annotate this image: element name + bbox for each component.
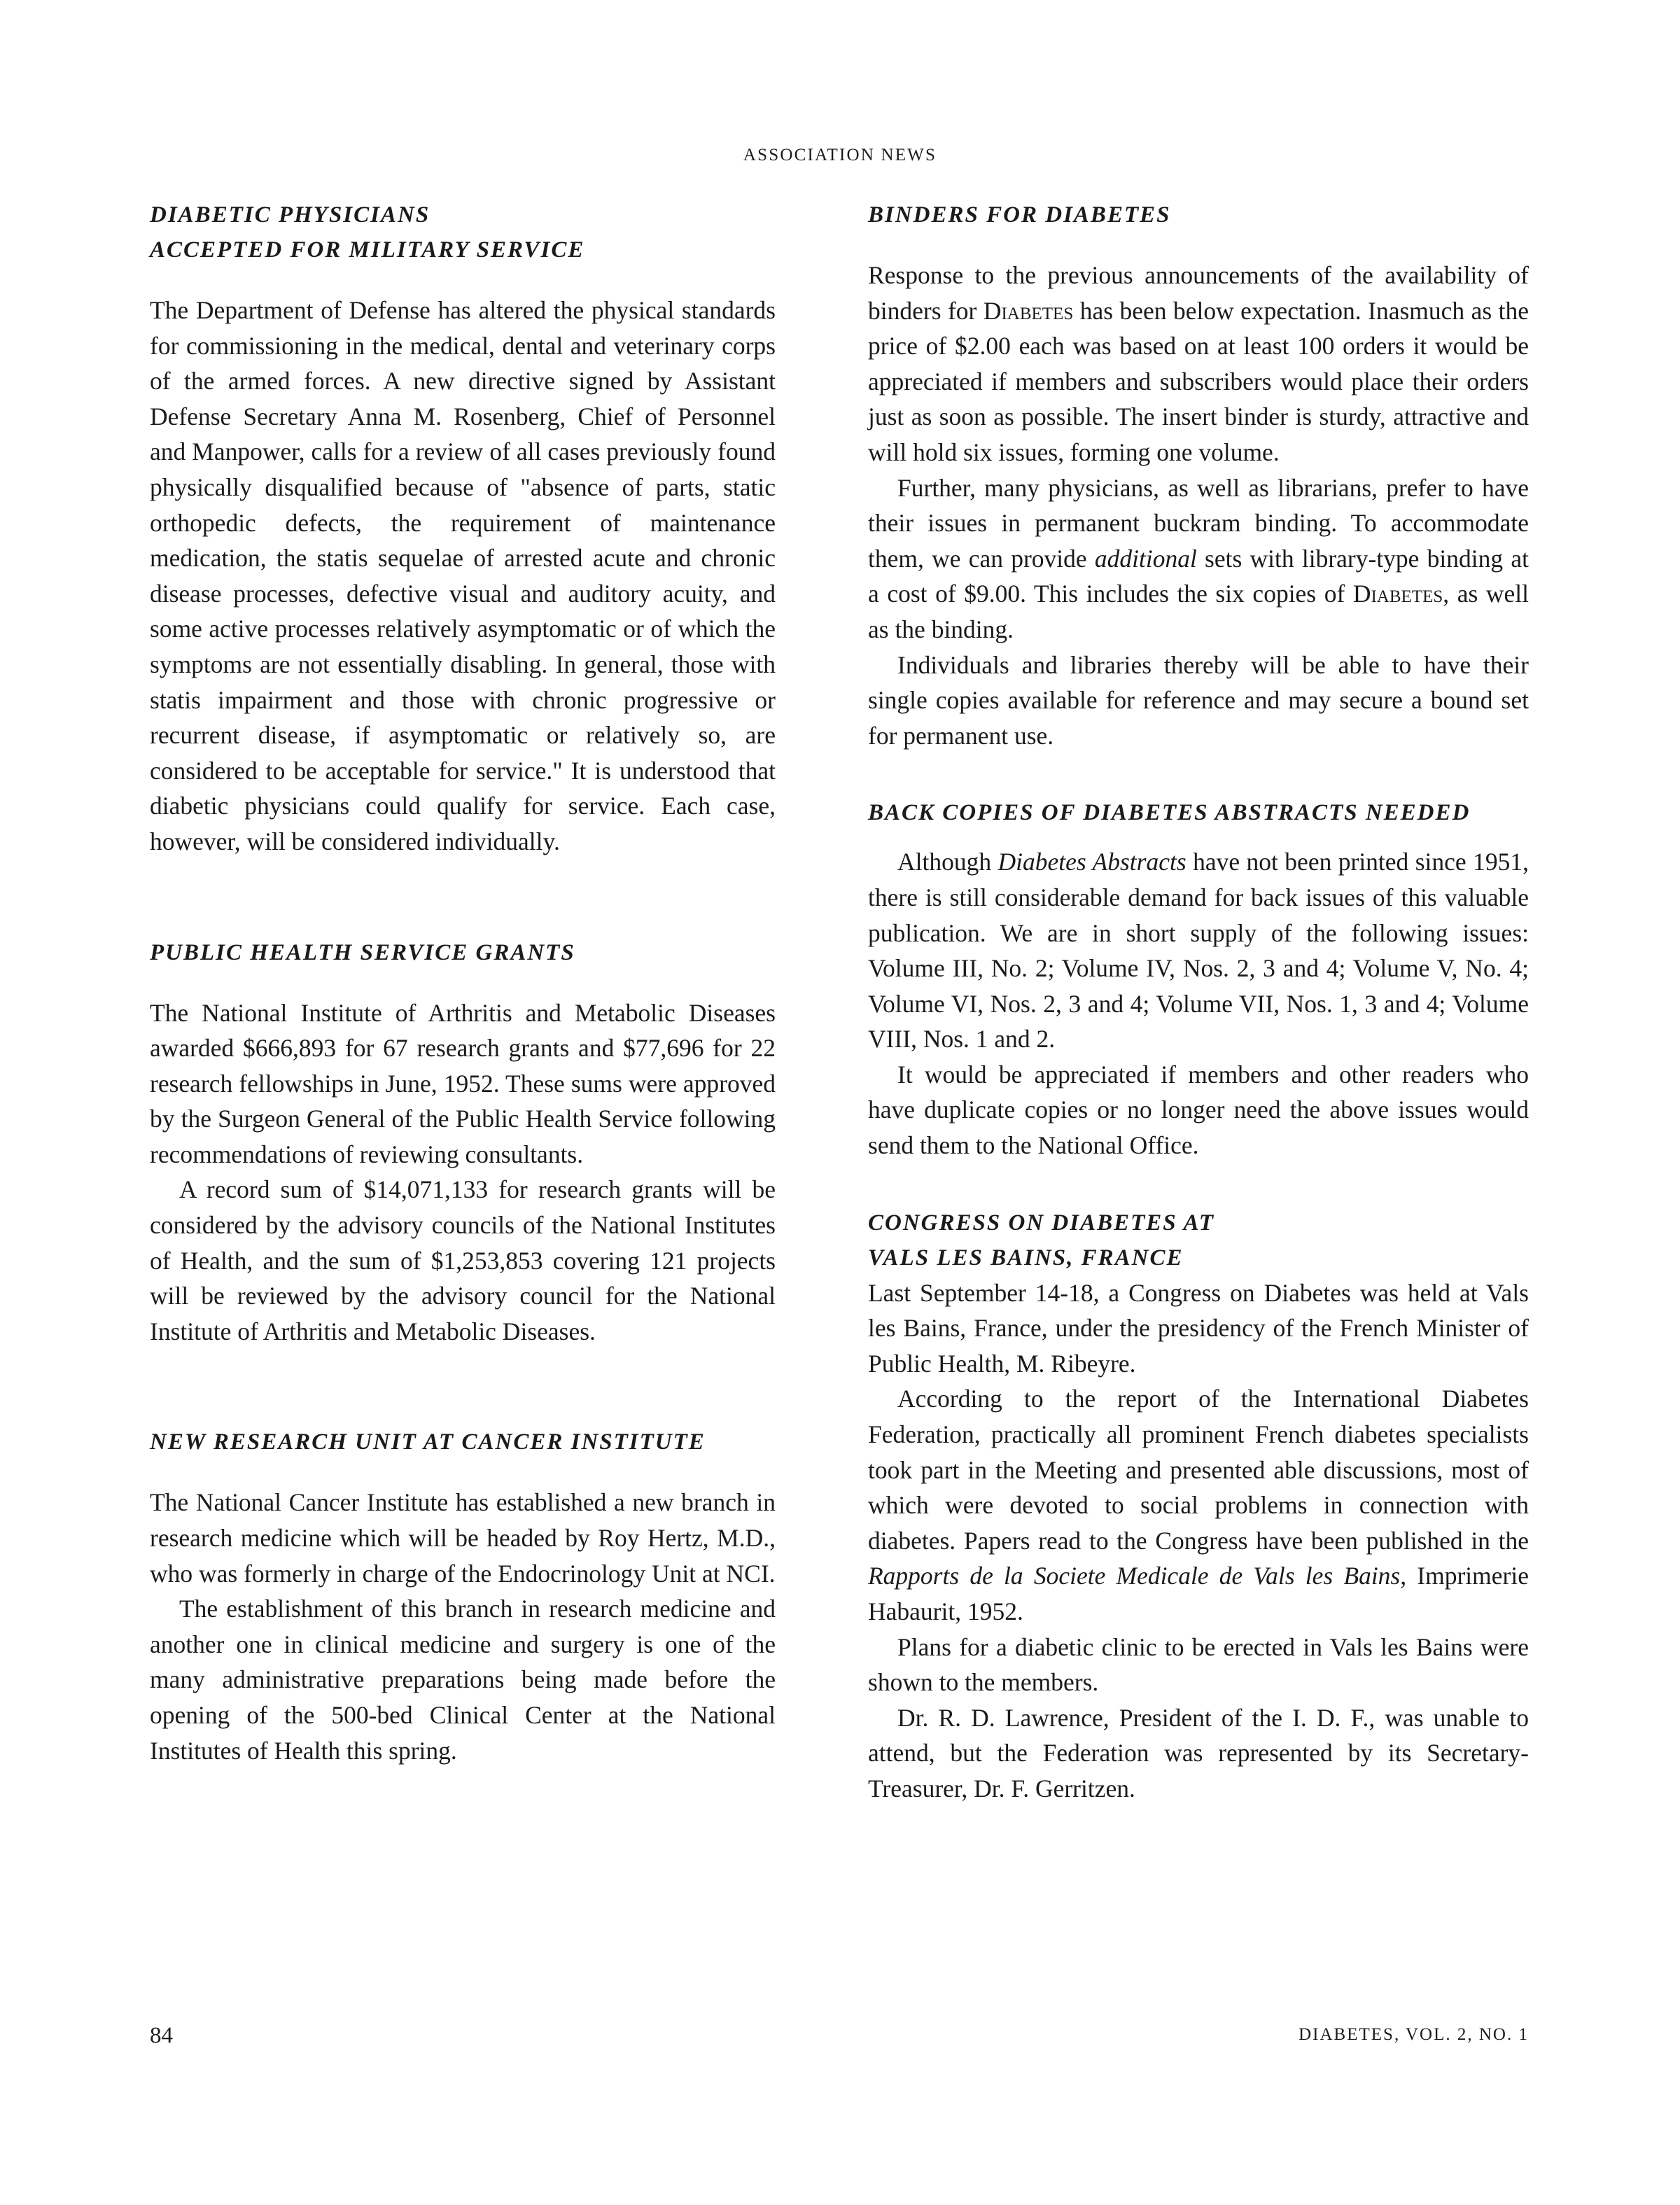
paragraph: It would be appreciated if members and other readers who have duplicate copies or no longer need the above issues would send them to the National Office. [868, 1060, 1529, 1160]
section-title-cancer-institute: NEW RESEARCH UNIT AT CANCER INSTITUTE [150, 1429, 706, 1455]
paragraph: Plans for a diabetic clinic to be erected in Vals les Bains were shown to the members. [868, 1632, 1529, 1697]
emphasis-text: Rapports de la Societe Medicale de Vals les Bains, [868, 1562, 1407, 1590]
paragraph: The National Institute of Arthritis and Metabolic Diseases awarded $666,893 for 67 research grants and $77,696 for 22 research fellowships in June, 1952. These sums were approved by the Surgeon General of the Public Health Service following recommendations of reviewing consultants. [150, 998, 776, 1168]
paragraph: Last September 14-18, a Congress on Diabetes was held at Vals les Bains, France, under the presidency of the French Minister of Public Health, M. Ribeyre. [868, 1278, 1529, 1378]
paragraph: According to the report of the International Diabetes Federation, practically all prominent French diabetes specialists took part in the Meeting and presented able discussions, most of which were devoted to social problems in connection with diabetes. Papers read to the Congress have been published in the Rapports de la Societe Medicale de Vals les Bains, Imprimerie Habaurit, 1952. [868, 1385, 1529, 1625]
paragraph: The Department of Defense has altered the physical standards for commissioning in the medical, dental and veterinary corps of the armed forces. A new directive signed by Assistant Defense Secretary Anna M. Rosenberg, Chief of Personnel and Manpower, calls for a review of all cases previously found physically disqualified because of "absence of parts, static orthopedic defects, the requirement of maintenance medication, the statis sequelae of arrested acute and chronic disease processes, defective visual and auditory acuity, and some active processes relatively asymptomatic or of which the symptoms are not essentially disabling. In general, those with statis impairment and those with chronic progressive or recurrent disease, if asymptomatic or relatively so, are considered to be acceptable for service." It is understood that diabetic physicians could qualify for service. Each case, however, will be considered individually. [150, 296, 776, 855]
paragraph: The National Cancer Institute has established a new branch in research medicine which will be headed by Roy Hertz, M.D., who was formerly in charge of the Endocrinology Unit at NCI. [150, 1488, 776, 1588]
paragraph: Individuals and libraries thereby will be able to have their single copies available for reference and may secure a bound set for permanent use. [868, 650, 1529, 750]
paragraph: The establishment of this branch in research medicine and another one in clinical medicine and surgery is one of the many administrative preparations being made before the opening of the 500-bed Clinical Center at the National Institutes of Health this spring. [150, 1595, 776, 1765]
section-title-back-copies: BACK COPIES OF DIABETES ABSTRACTS NEEDED [868, 800, 1471, 826]
section-title-congress [868, 1205, 1529, 1275]
section-title-line: CONGRESS ON DIABETES AT [868, 1210, 1214, 1236]
paragraph: Dr. R. D. Lawrence, President of the I. D. F., was unable to attend, but the Federation was represented by its Secretary-Treasurer, Dr. F. Gerritzen. [868, 1703, 1529, 1802]
section-title-binders: BINDERS FOR DIABETES [868, 202, 1171, 227]
running-head: ASSOCIATION NEWS [743, 146, 937, 164]
right-column [868, 197, 1529, 1807]
section-title-phs-grants: PUBLIC HEALTH SERVICE GRANTS [150, 939, 575, 965]
section-title-line: ACCEPTED FOR MILITARY SERVICE [150, 237, 585, 262]
journal-citation: DIABETES, VOL. 2, NO. 1 [1298, 2025, 1529, 2044]
paragraph: A record sum of $14,071,133 for research grants will be considered by the advisory councils of the National Institutes of Health, and the sum of $1,253,853 covering 121 projects will be reviewed by the advisory council for the National Institute of Arthritis and Metabolic Diseases. [150, 1175, 776, 1345]
paragraph: Although Diabetes Abstracts have not been printed since 1951, there is still considerable demand for back issues of this valuable publication. We are in short supply of the following issues: Volume III, No. 2; Volume IV, Nos. 2, 3 and 4; Volume V, No. 4; Volume VI, Nos. 2, 3 and 4; Volume VII, Nos. 1, 3 and 4; Volume VIII, Nos. 1 and 2. [868, 848, 1529, 1054]
small-caps-text: Diabetes, [1352, 580, 1450, 608]
paragraph: Further, many physicians, as well as librarians, prefer to have their issues in permanent buckram binding. To accommodate them, we can provide additional sets with library-type binding at a cost of $9.00. This includes the six copies of Diabetes, as well as the binding. [868, 473, 1529, 643]
section-title-line: DIABETIC PHYSICIANS [150, 202, 430, 227]
section-title-line: VALS LES BAINS, FRANCE [868, 1245, 1184, 1270]
page-number: 84 [150, 2023, 173, 2048]
emphasis-text: Diabetes Abstracts [997, 848, 1186, 876]
emphasis-text: additional [1094, 544, 1197, 573]
left-column [150, 197, 776, 1768]
section-title-military-service [150, 197, 776, 267]
paragraph: Response to the previous announcements of the availability of binders for Diabetes has been below expectation. Inasmuch as the price of $2.00 each was based on at least 100 orders it would be appreciated if members and subscribers would place their orders just as soon as possible. The insert binder is sturdy, attractive and will hold six issues, forming one volume. [868, 261, 1529, 466]
small-caps-text: Diabetes [983, 296, 1074, 325]
